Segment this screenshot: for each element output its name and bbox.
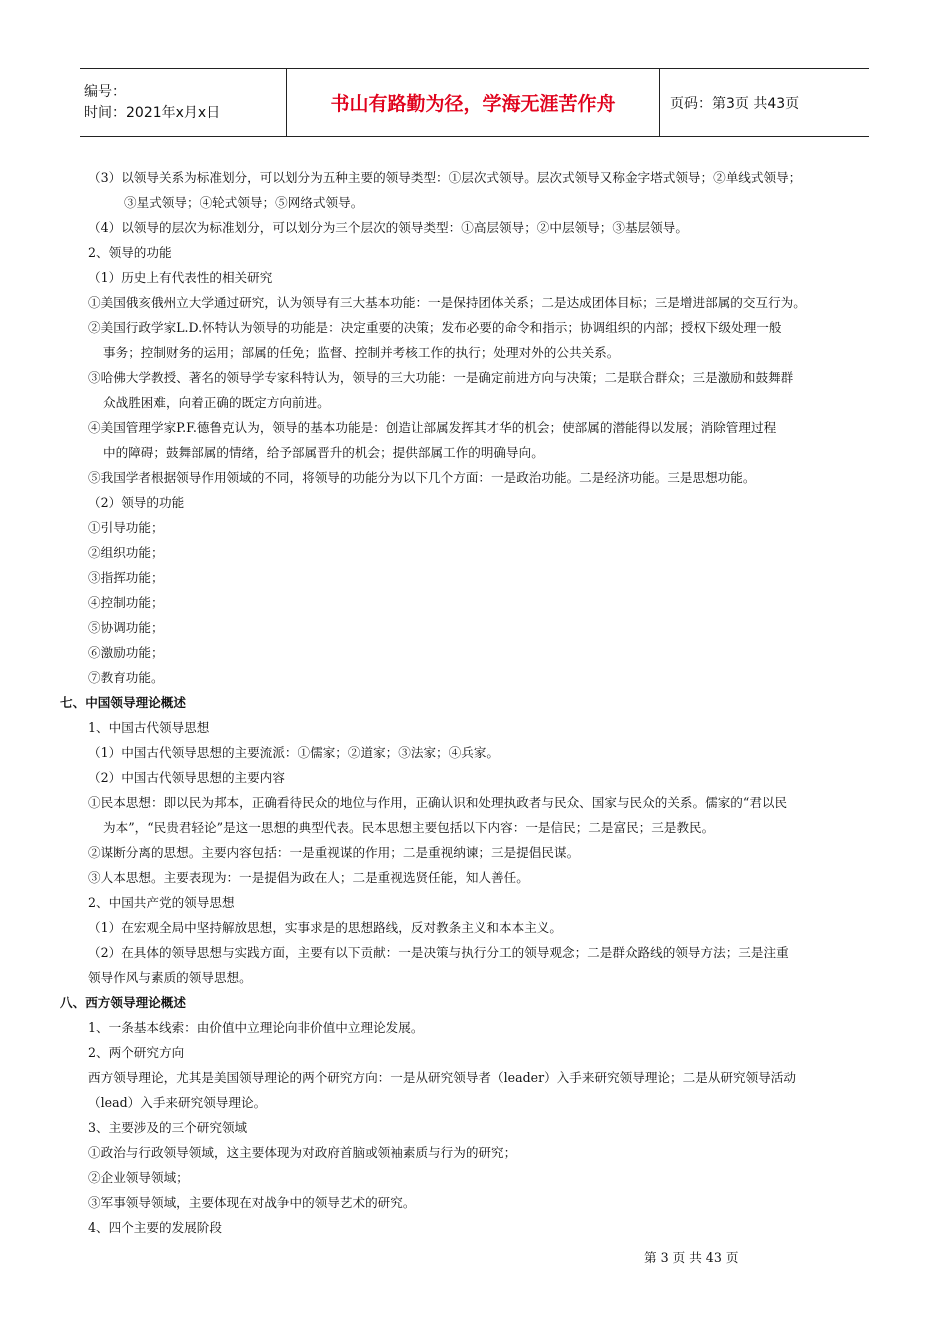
page-footer: 第 3 页 共 43 页 xyxy=(644,1250,739,1265)
body-line: ③星式领导；④轮式领导；⑤网络式领导。 xyxy=(124,195,364,210)
body-line: ①美国俄亥俄州立大学通过研究，认为领导有三大基本功能：一是保持团体关系；二是达成团体目标；三是增进部属的交互行为。 xyxy=(88,295,806,310)
header-motto: 书山有路勤为径，学海无涯苦作舟 xyxy=(330,93,616,115)
body-line: ⑤协调功能； xyxy=(88,620,164,635)
body-line: （2）在具体的领导思想与实践方面，主要有以下贡献：一是决策与执行分工的领导观念；二是群众路线的领导方法；三是注重 xyxy=(88,945,789,960)
body-line: ⑦教育功能。 xyxy=(88,670,164,685)
header-motto-cell xyxy=(287,69,660,136)
body-line: （3）以领导关系为标准划分，可以划分为五种主要的领导类型：①层次式领导。层次式领导又称金字塔式领导；②单线式领导； xyxy=(88,170,802,185)
body-line: （1）在宏观全局中坚持解放思想，实事求是的思想路线，反对教条主义和本本主义。 xyxy=(88,920,562,935)
body-line: ①民本思想：即以民为邦本，正确看待民众的地位与作用，正确认识和处理执政者与民众、国家与民众的关系。儒家的“君以民 xyxy=(88,795,788,810)
body-line: ②组织功能； xyxy=(88,545,164,560)
body-line: ⑥激励功能； xyxy=(88,645,164,660)
body-line: ③军事领导领域，主要体现在对战争中的领导艺术的研究。 xyxy=(88,1195,416,1210)
body-line: 西方领导理论，尤其是美国领导理论的两个研究方向：一是从研究领导者（leader）入手来研究领导理论；二是从研究领导活动 xyxy=(88,1070,796,1085)
body-line: ②企业领导领域； xyxy=(88,1170,189,1185)
body-line: 2、领导的功能 xyxy=(88,245,172,260)
section-heading: 七、中国领导理论概述 xyxy=(60,695,186,710)
body-line: （2）中国古代领导思想的主要内容 xyxy=(88,770,285,785)
body-line: 为本”，“民贵君轻论”是这一思想的典型代表。民本思想主要包括以下内容：一是信民；二是富民；三是教民。 xyxy=(103,820,715,835)
document-date: 时间：2021年x月x日 xyxy=(84,104,221,121)
body-line: 1、一条基本线索：由价值中立理论向非价值中立理论发展。 xyxy=(88,1020,424,1035)
body-line: （4）以领导的层次为标准划分，可以划分为三个层次的领导类型：①高层领导；②中层领导；③基层领导。 xyxy=(88,220,688,235)
body-line: 领导作风与素质的领导思想。 xyxy=(88,970,252,985)
body-line: （2）领导的功能 xyxy=(88,495,185,510)
body-line: ③指挥功能； xyxy=(88,570,164,585)
body-line: ①政治与行政领导领域，这主要体现为对政府首脑或领袖素质与行为的研究； xyxy=(88,1145,517,1160)
section-heading: 八、西方领导理论概述 xyxy=(60,995,186,1010)
body-line: （1）历史上有代表性的相关研究 xyxy=(88,270,273,285)
body-line: 中的障碍；鼓舞部属的情绪，给予部属晋升的机会；提供部属工作的明确导向。 xyxy=(103,445,544,460)
header-page-number: 页码：第3页 共43页 xyxy=(670,95,800,112)
header-page-cell xyxy=(660,69,869,136)
body-line: ⑤我国学者根据领导作用领域的不同，将领导的功能分为以下几个方面：一是政治功能。二是经济功能。三是思想功能。 xyxy=(88,470,756,485)
body-line: ③人本思想。主要表现为：一是提倡为政在人；二是重视选贤任能，知人善任。 xyxy=(88,870,529,885)
body-line: （1）中国古代领导思想的主要流派：①儒家；②道家；③法家；④兵家。 xyxy=(88,745,500,760)
header-meta xyxy=(80,69,287,136)
body-line: （lead）入手来研究领导理论。 xyxy=(88,1095,267,1110)
body-line: 众战胜困难，向着正确的既定方向前进。 xyxy=(103,395,330,410)
body-line: 3、主要涉及的三个研究领域 xyxy=(88,1120,248,1135)
body-line: 2、中国共产党的领导思想 xyxy=(88,895,235,910)
body-line: 事务；控制财务的运用；部属的任免；监督、控制并考核工作的执行；处理对外的公共关系。 xyxy=(103,345,620,360)
body-line: 1、中国古代领导思想 xyxy=(88,720,210,735)
page-header xyxy=(80,68,869,137)
body-line: 4、四个主要的发展阶段 xyxy=(88,1220,222,1235)
body-line: ②美国行政学家L.D.怀特认为领导的功能是：决定重要的决策；发布必要的命令和指示；协调组织的内部；授权下级处理一般 xyxy=(88,320,782,335)
body-line: ④美国管理学家P.F.德鲁克认为，领导的基本功能是：创造让部属发挥其才华的机会；使部属的潜能得以发展；消除管理过程 xyxy=(88,420,777,435)
document-number-label: 编号： xyxy=(84,83,126,100)
body-line: 2、两个研究方向 xyxy=(88,1045,185,1060)
body-line: ②谋断分离的思想。主要内容包括：一是重视谋的作用；二是重视纳谏；三是提倡民谋。 xyxy=(88,845,580,860)
body-line: ①引导功能； xyxy=(88,520,164,535)
body-line: ④控制功能； xyxy=(88,595,164,610)
body-line: ③哈佛大学教授、著名的领导学专家科特认为，领导的三大功能：一是确定前进方向与决策；二是联合群众；三是激励和鼓舞群 xyxy=(88,370,794,385)
